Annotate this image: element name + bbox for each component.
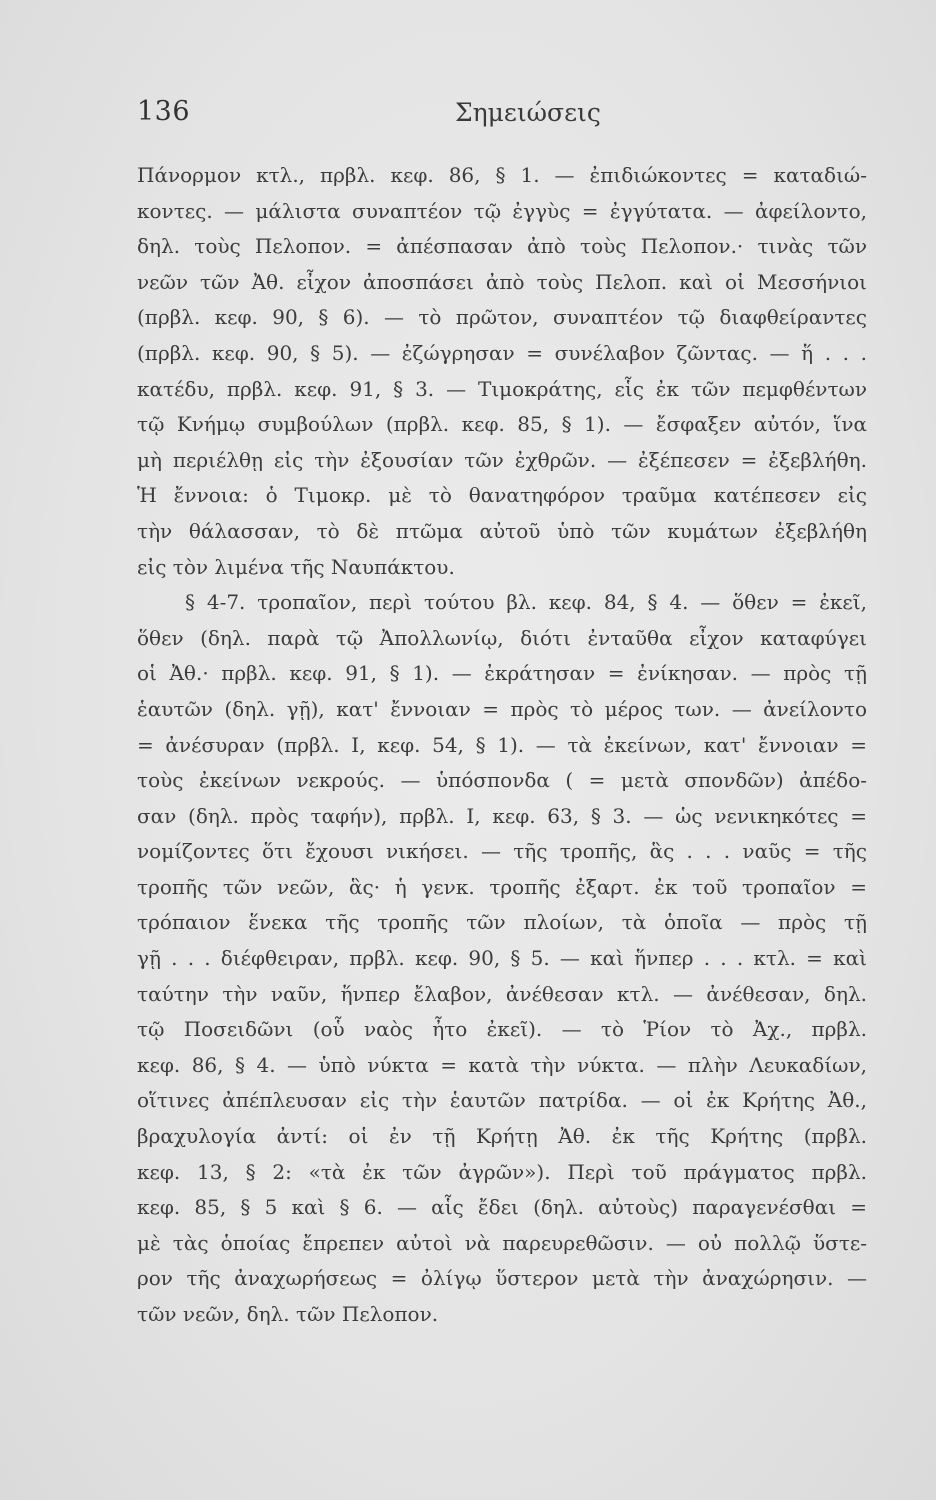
text-line: μὲ τὰς ὁποίας ἔπρεπεν αὐτοὶ νὰ παρευρεθῶσιν. — οὐ πολλῷ ὕστε- bbox=[137, 1230, 867, 1255]
text-line: βραχυλογία ἀντί: οἱ ἐν τῇ Κρήτῃ Ἀθ. ἐκ τῆς Κρήτης (πρβλ. bbox=[137, 1124, 867, 1149]
text-line: νομίζοντες ὅτι ἔχουσι νικήσει. — τῆς τροπῆς, ἃς . . . ναῦς = τῆς bbox=[137, 839, 867, 864]
text-line: τροπῆς τῶν νεῶν, ἃς· ἡ γενκ. τροπῆς ἐξαρτ. ἐκ τοῦ τροπαῖον = bbox=[137, 874, 867, 899]
text-line: γῇ . . . διέφθειραν, πρβλ. κεφ. 90, § 5. — καὶ ἥνπερ . . . κτλ. = καὶ bbox=[137, 946, 867, 971]
text-line: μὴ περιέλθῃ εἰς τὴν ἐξουσίαν τῶν ἐχθρῶν. — ἐξέπεσεν = ἐξεβλήθη. bbox=[137, 447, 867, 472]
text-line: Πάνορμον κτλ., πρβλ. κεφ. 86, § 1. — ἐπιδιώκοντες = καταδιώ- bbox=[137, 163, 867, 187]
text-line: τῶν νεῶν, δηλ. τῶν Πελοπον. bbox=[137, 1302, 439, 1326]
text-line: εἰς τὸν λιμένα τῆς Ναυπάκτου. bbox=[137, 554, 455, 579]
page-number: 136 bbox=[137, 96, 191, 127]
text-line: σαν (δηλ. πρὸς ταφήν), πρβλ. Ι, κεφ. 63, § 3. — ὡς νενικηκότες = bbox=[137, 803, 867, 828]
text-line: ρον τῆς ἀναχωρήσεως = ὀλίγῳ ὕστερον μετὰ τὴν ἀναχώρησιν. — bbox=[137, 1266, 867, 1291]
notes-text-block bbox=[137, 158, 867, 1333]
text-line: κοντες. — μάλιστα συναπτέον τῷ ἐγγὺς = ἐγγύτατα. — ἀφείλοντο, bbox=[137, 198, 867, 223]
running-head: Σημειώσεις bbox=[455, 98, 601, 127]
text-line: ταύτην τὴν ναῦν, ἥνπερ ἔλαβον, ἀνέθεσαν κτλ. — ἀνέθεσαν, δηλ. bbox=[137, 981, 867, 1006]
text-line: ὅθεν (δηλ. παρὰ τῷ Ἀπολλωνίῳ, διότι ἐνταῦθα εἶχον καταφύγει bbox=[137, 625, 867, 650]
text-line: τοὺς ἐκείνων νεκρούς. — ὑπόσπονδα ( = μετὰ σπονδῶν) ἀπέδο- bbox=[137, 768, 867, 793]
text-line: Ἡ ἔννοια: ὁ Τιμοκρ. μὲ τὸ θανατηφόρον τραῦμα κατέπεσεν εἰς bbox=[137, 483, 867, 508]
text-line: δηλ. τοὺς Πελοπον. = ἀπέσπασαν ἀπὸ τοὺς Πελοπον.· τινὰς τῶν bbox=[137, 234, 867, 259]
text-line: κεφ. 85, § 5 καὶ § 6. — αἷς ἔδει (δηλ. αὐτοὺς) παραγενέσθαι = bbox=[137, 1195, 867, 1220]
text-line: ἑαυτῶν (δηλ. γῇ), κατ' ἔννοιαν = πρὸς τὸ μέρος των. — ἀνείλοντο bbox=[137, 696, 867, 721]
text-line: (πρβλ. κεφ. 90, § 6). — τὸ πρῶτον, συναπτέον τῷ διαφθείραντες bbox=[137, 305, 867, 330]
text-line: κεφ. 13, § 2: «τὰ ἐκ τῶν ἀγρῶν»). Περὶ τοῦ πράγματος πρβλ. bbox=[137, 1159, 867, 1184]
text-line: = ἀνέσυραν (πρβλ. Ι, κεφ. 54, § 1). — τὰ ἐκείνων, κατ' ἔννοιαν = bbox=[137, 732, 867, 757]
text-line: τὴν θάλασσαν, τὸ δὲ πτῶμα αὐτοῦ ὑπὸ τῶν κυμάτων ἐξεβλήθη bbox=[137, 518, 867, 543]
text-line: οἵτινες ἀπέπλευσαν εἰς τὴν ἑαυτῶν πατρίδα. — οἱ ἐκ Κρήτης Ἀθ., bbox=[137, 1088, 867, 1113]
text-line: νεῶν τῶν Ἀθ. εἶχον ἀποσπάσει ἀπὸ τοὺς Πελοπ. καὶ οἱ Μεσσήνιοι bbox=[137, 269, 867, 294]
text-line: (πρβλ. κεφ. 90, § 5). — ἐζώγρησαν = συνέλαβον ζῶντας. — ἥ . . . bbox=[137, 340, 867, 365]
text-line: τῷ Ποσειδῶνι (οὗ ναὸς ἦτο ἐκεῖ). — τὸ Ῥίον τὸ Ἀχ., πρβλ. bbox=[137, 1017, 867, 1042]
text-line: κεφ. 86, § 4. — ὑπὸ νύκτα = κατὰ τὴν νύκτα. — πλὴν Λευκαδίων, bbox=[137, 1052, 867, 1077]
text-line: οἱ Ἀθ.· πρβλ. κεφ. 91, § 1). — ἐκράτησαν = ἐνίκησαν. — πρὸς τῇ bbox=[137, 661, 867, 686]
text-line: τῷ Κνήμῳ συμβούλων (πρβλ. κεφ. 85, § 1). — ἔσφαξεν αὐτόν, ἵνα bbox=[137, 412, 867, 437]
text-line: § 4-7. τροπαῖον, περὶ τούτου βλ. κεφ. 84, § 4. — ὅθεν = ἐκεῖ, bbox=[185, 590, 867, 615]
text-line: τρόπαιον ἕνεκα τῆς τροπῆς τῶν πλοίων, τὰ ὁποῖα — πρὸς τῇ bbox=[137, 910, 867, 935]
page-header bbox=[137, 96, 867, 136]
text-line: κατέδυ, πρβλ. κεφ. 91, § 3. — Τιμοκράτης, εἷς ἐκ τῶν πεμφθέντων bbox=[137, 376, 867, 401]
